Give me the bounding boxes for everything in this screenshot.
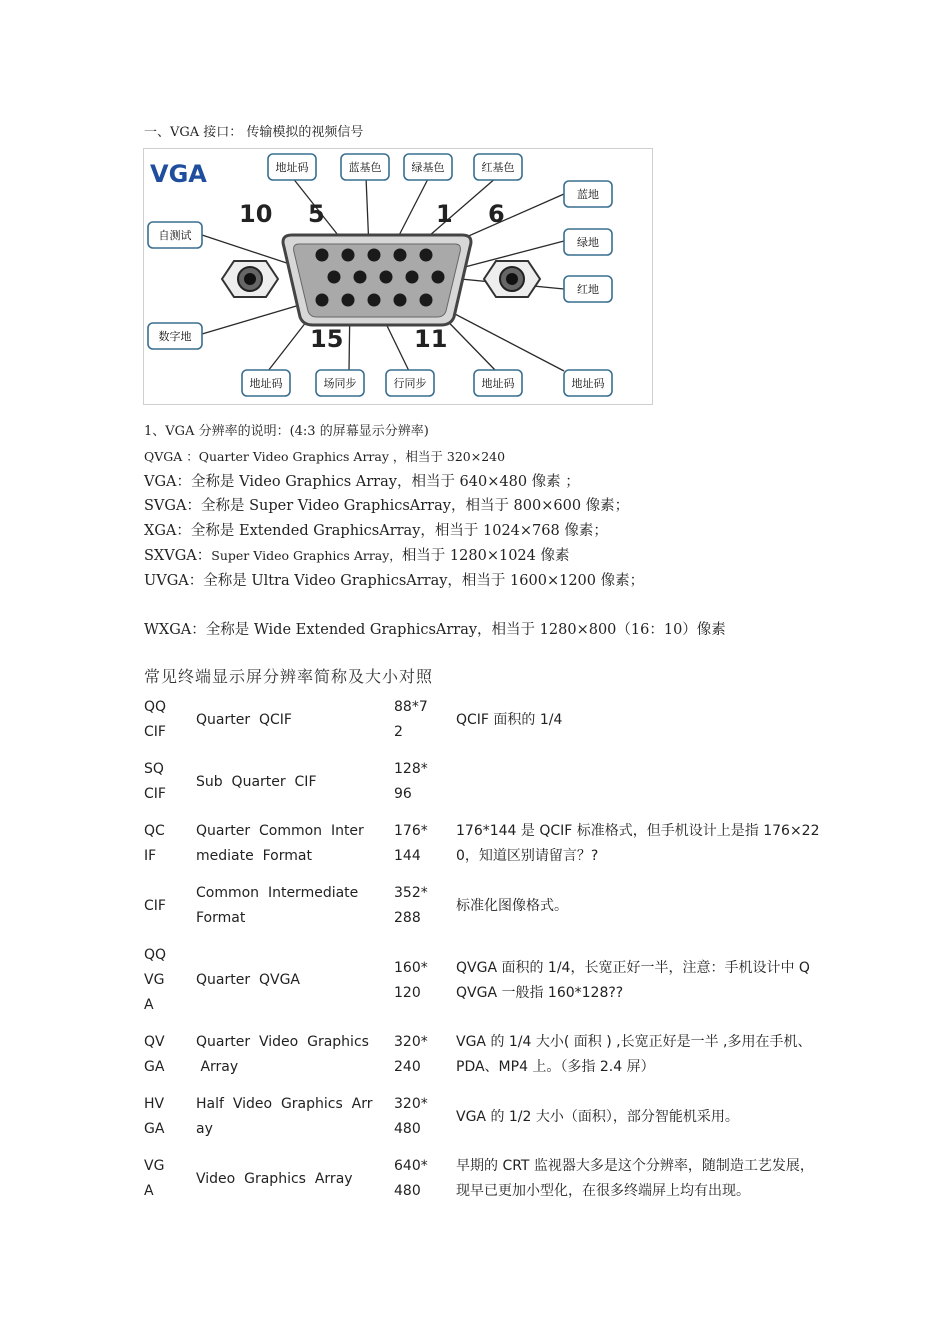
abbr-cell [140, 755, 188, 809]
name-cell-line: ay [196, 1121, 213, 1137]
name-cell [188, 817, 386, 871]
abbr-cell [140, 941, 188, 1020]
size-cell-line: 160* [394, 959, 428, 976]
name-cell-line: Format [196, 910, 246, 926]
abbr-cell-line: A [144, 997, 154, 1013]
abbr-cell-line: GA [144, 1059, 165, 1075]
table-row [140, 1028, 830, 1082]
line-intro: 1、VGA 分辨率的说明：(4:3 的屏幕显示分辨率) [144, 424, 429, 439]
name-cell-line: Array [196, 1059, 239, 1075]
name-cell-line: Quarter QCIF [196, 711, 292, 728]
size-cell [386, 941, 448, 1020]
desc-cell [448, 817, 830, 871]
desc-cell-line: QCIF 面积的 1/4 [456, 711, 563, 728]
pin-number-5: 5 [308, 200, 325, 228]
size-cell-line: 320* [394, 1034, 428, 1050]
abbr-cell-line: QC [144, 823, 165, 839]
desc-cell [448, 941, 830, 1020]
desc-cell-line: PDA、MP4 上。（多指 2.4 屏） [456, 1059, 655, 1075]
size-cell-line: 144 [394, 848, 421, 864]
abbr-cell [140, 1028, 188, 1082]
size-cell [386, 755, 448, 809]
sxvga-label: SXVGA： [144, 547, 212, 564]
table-title: 常见终端显示屏分辨率简称及大小对照 [144, 667, 434, 686]
qvga-name: QVGA ：Quarter Video Graphics Array ， [144, 448, 406, 464]
abbr-cell [140, 817, 188, 871]
desc-cell [448, 693, 830, 747]
size-cell-line: 480 [394, 1183, 421, 1199]
table-row [140, 879, 830, 933]
desc-cell [448, 879, 830, 933]
size-cell-line: 640* [394, 1158, 428, 1174]
abbr-cell-line: A [144, 1183, 154, 1199]
resolution-description [144, 420, 726, 643]
desc-cell-line: 早期的 CRT 监视器大多是这个分辨率，随制造工艺发展， [456, 1158, 814, 1174]
name-cell-line: Sub Quarter CIF [196, 773, 317, 790]
callout-red: 红基色 [481, 161, 515, 174]
desc-cell [448, 755, 830, 809]
name-cell [188, 755, 386, 809]
desc-cell-line: VGA 的 1/4 大小( 面积 ) ,长宽正好是一半 ,多用在手机、 [456, 1034, 812, 1050]
size-cell [386, 693, 448, 747]
desc-cell-line: QVGA 面积的 1/4，长宽正好一半，注意：手机设计中 Q [456, 959, 810, 976]
name-cell-line: Quarter Common Inter [196, 823, 364, 839]
vga-logo: VGA [150, 160, 207, 188]
name-cell-line: mediate Format [196, 848, 312, 864]
size-cell-line: 352* [394, 885, 428, 901]
line-wxga: WXGA：全称是 Wide Extended GraphicsArray，相当于 1280×800（16：10）像素 [144, 622, 726, 639]
qvga-size: 相当于 320×240 [405, 448, 506, 464]
name-cell [188, 1028, 386, 1082]
size-cell-line: 120 [394, 984, 421, 1001]
section-heading: 一、VGA 接口： 传输模拟的视频信号 [144, 125, 364, 140]
size-cell [386, 1090, 448, 1144]
size-cell-line: 480 [394, 1121, 421, 1137]
sxvga-name: Super Video Graphics Array， [211, 547, 402, 563]
size-cell-line: 2 [394, 724, 403, 740]
pin-number-11: 11 [414, 325, 448, 353]
size-cell-line: 288 [394, 910, 421, 926]
size-cell-line: 128* [394, 761, 428, 777]
size-cell [386, 1028, 448, 1082]
pin-number-6: 6 [488, 200, 505, 228]
name-cell-line: Half Video Graphics Arr [196, 1096, 373, 1112]
abbr-cell-line: VG [144, 972, 165, 988]
line-qvga [144, 445, 726, 470]
line-svga: SVGA：全称是 Super Video GraphicsArray，相当于 800×600 像素； [144, 498, 630, 515]
left-screw-icon [222, 261, 278, 297]
table-row [140, 1152, 830, 1206]
desc-cell [448, 1090, 830, 1144]
abbr-cell [140, 879, 188, 933]
abbr-cell-line: GA [144, 1121, 165, 1137]
name-cell-line: Quarter Video Graphics [196, 1034, 369, 1050]
desc-cell-line: 0，知道区别请留言？? [456, 848, 599, 864]
size-cell [386, 879, 448, 933]
name-cell-line: Video Graphics Array [196, 1170, 353, 1187]
abbr-cell [140, 1152, 188, 1206]
desc-cell-line: VGA 的 1/2 大小（面积），部分智能机采用。 [456, 1108, 739, 1125]
line-sxvga [144, 544, 726, 569]
callout-vsync: 场同步 [323, 377, 357, 390]
size-cell-line: 320* [394, 1096, 428, 1112]
desc-cell [448, 1028, 830, 1082]
abbr-cell-line: QQ [144, 699, 167, 715]
pin-number-1: 1 [436, 200, 453, 228]
table-row [140, 1090, 830, 1144]
size-cell-line: 240 [394, 1059, 421, 1075]
callout-address-b2: 地址码 [481, 377, 515, 390]
abbr-cell-line: CIF [144, 786, 166, 802]
abbr-cell-line: QV [144, 1034, 165, 1050]
sxvga-size: 相当于 1280×1024 像素 [401, 547, 570, 564]
callout-green: 绿基色 [411, 161, 445, 174]
callout-digital-ground: 数字地 [158, 330, 192, 343]
abbr-cell-line: VG [144, 1158, 165, 1174]
size-cell-line: 96 [394, 786, 412, 802]
name-cell-line: Common Intermediate [196, 885, 359, 901]
callout-self-test: 自测试 [158, 229, 192, 242]
callout-address-top: 地址码 [275, 161, 309, 174]
table-row [140, 817, 830, 871]
line-vga: VGA：全称是 Video Graphics Array，相当于 640×480 像素 ； [144, 473, 580, 490]
callout-red-ground: 红地 [577, 283, 599, 296]
name-cell-line: Quarter QVGA [196, 972, 301, 988]
callout-blue-ground: 蓝地 [577, 188, 599, 201]
callout-green-ground: 绿地 [577, 236, 599, 249]
name-cell [188, 879, 386, 933]
name-cell [188, 693, 386, 747]
size-cell [386, 817, 448, 871]
name-cell [188, 1152, 386, 1206]
desc-cell-line: 176*144 是 QCIF 标准格式，但手机设计上是指 176×22 [456, 823, 820, 839]
abbr-cell-line: SQ [144, 761, 164, 777]
abbr-cell-line: IF [144, 848, 157, 864]
resolution-table [140, 693, 830, 1206]
desc-cell-line: QVGA 一般指 160*128?? [456, 984, 624, 1001]
line-uvga: UVGA：全称是 Ultra Video GraphicsArray，相当于 1600×1200 像素； [144, 572, 645, 589]
table-row [140, 693, 830, 747]
name-cell [188, 1090, 386, 1144]
vga-connector-diagram [143, 148, 653, 405]
size-cell [386, 1152, 448, 1206]
table-row [140, 755, 830, 809]
desc-cell-line: 标准化图像格式。 [456, 897, 568, 914]
pin-number-15: 15 [310, 325, 344, 353]
table-row [140, 941, 830, 1020]
abbr-cell-line: HV [144, 1096, 165, 1112]
abbr-cell-line: QQ [144, 947, 167, 963]
callout-hsync: 行同步 [393, 377, 427, 390]
abbr-cell-line: CIF [144, 724, 166, 740]
pin-number-10: 10 [239, 200, 273, 228]
callout-blue: 蓝基色 [348, 161, 382, 174]
abbr-cell [140, 693, 188, 747]
desc-cell [448, 1152, 830, 1206]
callout-address-b3: 地址码 [571, 377, 605, 390]
name-cell [188, 941, 386, 1020]
abbr-cell-line: CIF [144, 897, 166, 914]
callout-address-b1: 地址码 [249, 377, 283, 390]
desc-cell-line: 现早已更加小型化，在很多终端屏上均有出现。 [456, 1183, 750, 1199]
size-cell-line: 88*7 [394, 699, 428, 715]
size-cell-line: 176* [394, 823, 428, 839]
abbr-cell [140, 1090, 188, 1144]
line-xga: XGA：全称是 Extended GraphicsArray，相当于 1024×768 像素； [144, 523, 608, 540]
right-screw-icon [484, 261, 540, 297]
